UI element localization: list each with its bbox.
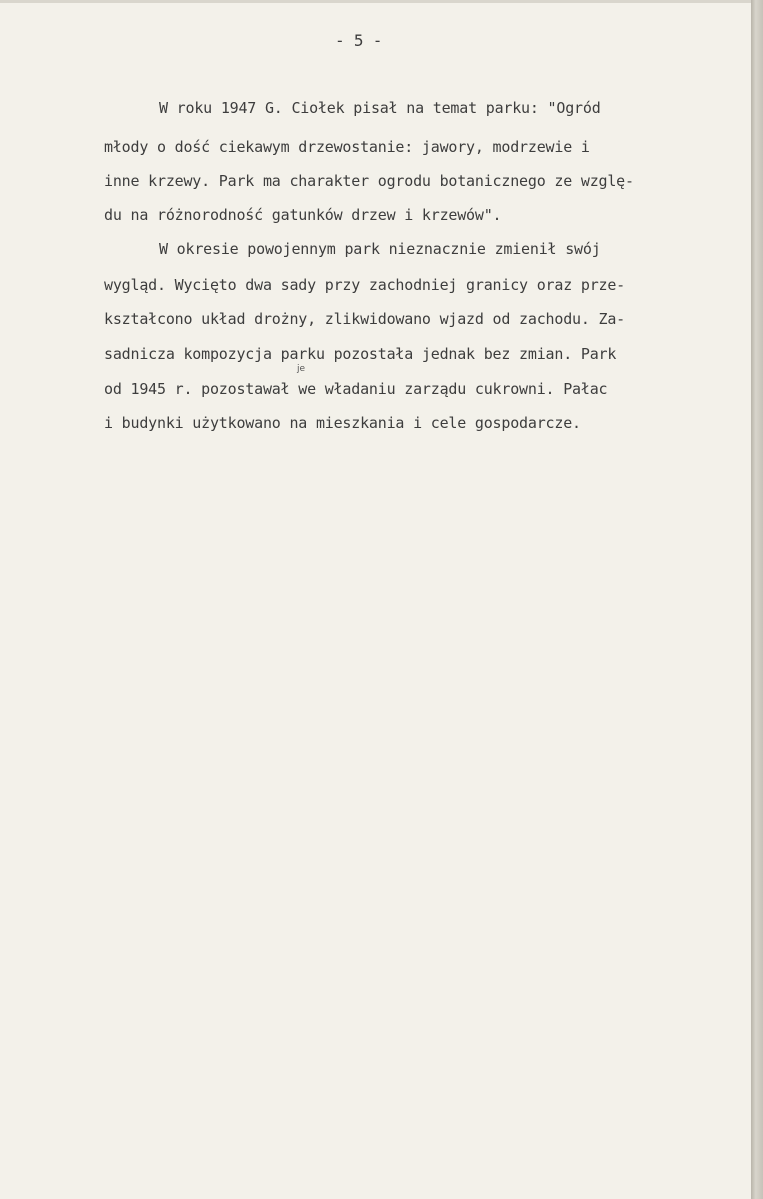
text-line-2: młody o dość ciekawym drzewostanie: jawory, modrzewie i	[104, 138, 590, 156]
text-line-1: W roku 1947 G. Ciołek pisał na temat parku: "Ogród	[159, 99, 601, 117]
text-line-8: sadnicza kompozycja parku pozostała jednak bez zmian. Park	[104, 345, 617, 363]
page-edge-strip	[751, 0, 763, 1199]
text-line-7: kształcono układ drożny, zlikwidowano wjazd od zachodu. Za-	[104, 310, 626, 328]
text-line-9: od 1945 r. pozostawał we władaniu zarządu cukrowni. Pałac	[104, 380, 608, 398]
text-line-6: wygląd. Wycięto dwa sady przy zachodniej granicy oraz prze-	[104, 276, 626, 294]
text-line-5: W okresie powojennym park nieznacznie zmienił swój	[159, 240, 601, 258]
handwritten-insertion: je	[297, 364, 306, 374]
text-line-4: du na różnorodność gatunków drzew i krzewów".	[104, 206, 502, 224]
text-line-3: inne krzewy. Park ma charakter ogrodu botanicznego ze wzglę-	[104, 172, 634, 190]
page-number: - 5 -	[335, 31, 383, 50]
page-top-edge	[0, 0, 751, 3]
text-line-10: i budynki użytkowano na mieszkania i cele gospodarcze.	[104, 414, 581, 432]
